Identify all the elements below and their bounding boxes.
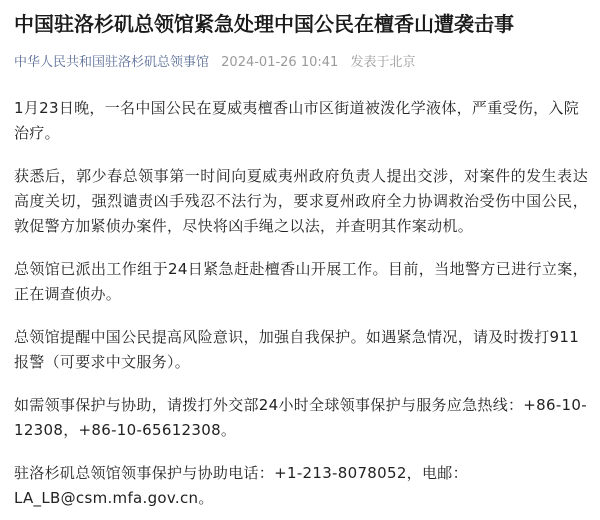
article-body: [14, 96, 588, 511]
article-title: 中国驻洛杉矶总领馆紧急处理中国公民在檀香山遭袭击事: [14, 12, 514, 36]
publish-location: 发表于北京: [350, 55, 416, 70]
paragraph-hotline: 如需领事保护与协助，请拨打外交部24小时全球领事保护与服务应急热线：+86-10-12308，+86-10-65612308。: [14, 396, 587, 439]
publish-timestamp: 2024-01-26 10:41: [221, 55, 339, 70]
source-account-link[interactable]: 中华人民共和国驻洛杉矶总领事馆: [14, 55, 210, 70]
paragraph-consulate-contact: 驻洛杉矶总领馆领事保护与协助电话：+1-213-8078052，电邮：LA_LB@csm.mfa.gov.cn。: [14, 464, 468, 507]
paragraph-incident: 1月23日晚，一名中国公民在夏威夷檀香山市区街道被泼化学液体，严重受伤，入院治疗。: [14, 99, 580, 142]
paragraph-reminder: 总领馆提醒中国公民提高风险意识，加强自我保护。如遇紧急情况，请及时拨打911报警（可要求中文服务）。: [14, 328, 580, 371]
article-meta: [14, 54, 588, 72]
paragraph-workgroup: 总领馆已派出工作组于24日紧急赶赴檀香山开展工作。目前，当地警方已进行立案，正在调查侦办。: [14, 260, 588, 303]
paragraph-response: 获悉后，郭少春总领事第一时间向夏威夷州政府负责人提出交涉，对案件的发生表达高度关切，强烈谴责凶手残忍不法行为，要求夏州政府全力协调救治受伤中国公民，敦促警方加紧侦办案件，尽快将凶手绳之以法，并查明其作案动机。: [14, 167, 588, 235]
